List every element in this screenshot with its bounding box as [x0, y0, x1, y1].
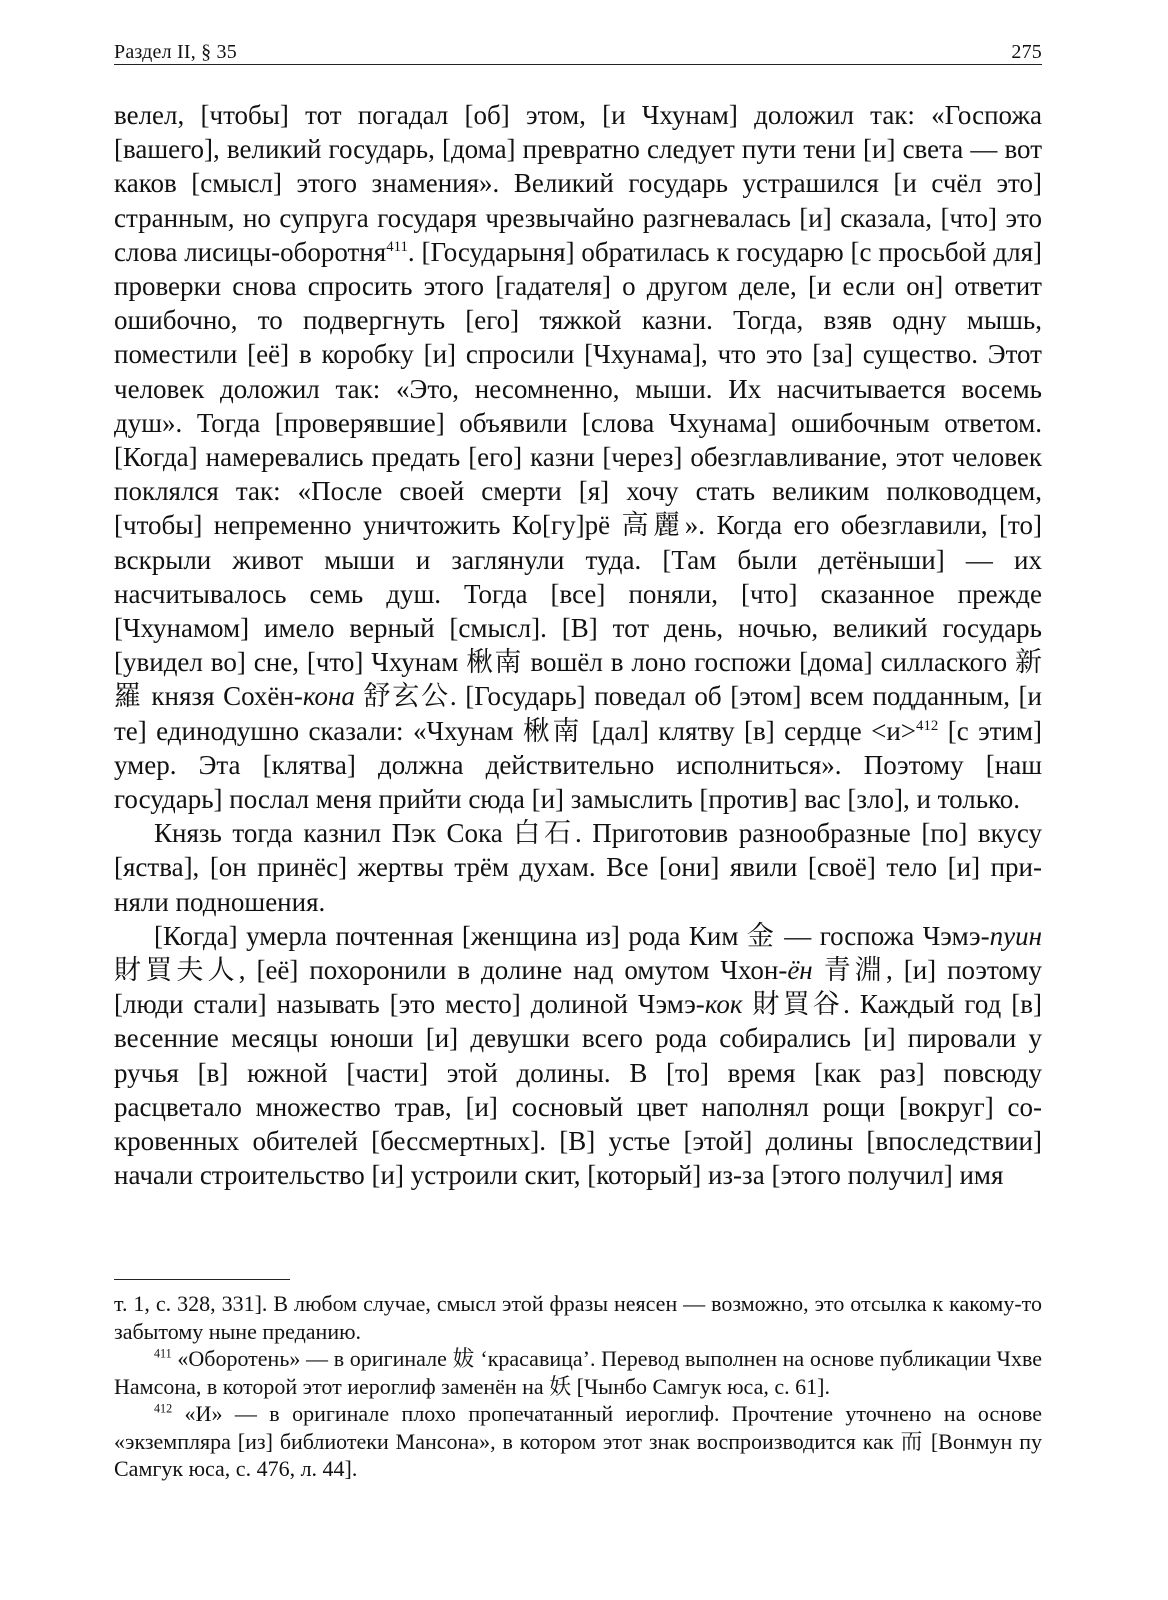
italic-text: кона — [302, 681, 355, 712]
main-text — [114, 98, 1042, 1193]
text-run: т. 1, с. 328, 331]. В любом случае, смысл этой фразы неясен — возможно, это отсылка к какому-то забытому ныне преданию. — [114, 1291, 1042, 1344]
footnotes — [114, 1290, 1042, 1483]
page-number: 275 — [1011, 41, 1042, 63]
text-run: 財買谷. Каждый год [в] весенние месяцы юноши [и] девушки всего рода собирались [и] пировали у ручья [в] южной [части] этой долины. В [то] время [как раз] повсюду расцветало множество трав, [и] сосновый цвет наполнял рощи [вокруг] сокровенных обителей [бессмертных]. [В] устье [этой] долины [впоследствии] начали строительство [и] устроили скит, [который] из-за [этого получил] имя — [114, 989, 1042, 1191]
text-run: 青淵, [и] поэтому [люди стали] называть [это место] долиной Чэмэ- — [114, 955, 1042, 1020]
section-heading: Раздел II, § 35 — [114, 41, 237, 63]
header-rule — [114, 64, 1042, 65]
text-run: велел, [чтобы] тот погадал [об] этом, [и Чхунам] доложил так: «Госпожа [вашего], великий государь, [дома] превратно следует пути тени [и] света — вот каков [смысл] этого знамения». Великий государь устрашился [и счёл это] странным, но супруга государя чрезвычайно разгневалась [и] сказала, [что] это слова лисицы-оборотня — [114, 100, 1042, 267]
text-run: . [Государыня] обратилась к государю [с просьбой для] проверки снова спросить этого [гадателя] о другом деле, [и если он] ответит ошибочно, то подвергнуть [его] тяжкой казни. Тогда, взяв одну мышь, поместили [её] в коробку [и] спросили [Чхунама], что это [за] существо. Этот человек доложил так: «Это, несомненно, мыши. Их насчитывается восемь душ». Тогда [проверявшие] объявили [слова Чхунама] ошибочным ответом. [Когда] намеревались предать [его] казни [через] обезглавливание, этот человек поклялся так: «После своей смерти [я] хочу стать великим полководцем, [чтобы] непременно уничтожить Ко[гу]рё 高麗». Когда его обезглавили, [то] вскрыли живот мыши и заглянули туда. [Там были детёныши] — их насчитывалось семь душ. Тогда [все] поняли, [что] сказанное прежде [Чхунамом] имело верный [смысл]. [В] тот день, ночью, великий государь [увидел во] сне, [что] Чхунам 楸南 вошёл в лоно госпожи [дома] силлаского 新羅 князя Сохён- — [114, 236, 1042, 712]
italic-text: кок — [704, 989, 743, 1020]
text-run: [с этим] умер. Эта [клятва] должна действительно исполниться». Поэтому [наш государь] послал меня прийти сюда [и] замыслить [против] вас [зло], и только. — [114, 715, 1042, 815]
footnote-rule — [114, 1279, 290, 1280]
paragraph — [114, 98, 1042, 816]
text-run: 財買夫人, [её] похоронили в долине над омутом Чхон- — [114, 955, 788, 986]
text-run: «Оборотень» — в оригинале 妭 ‘красавица’. Перевод выполнен на основе публикации Чхве Намсона, в которой этот иероглиф заменён на 妖 [Чынбо Самгук юса, с. 61]. — [114, 1346, 1042, 1399]
paragraph — [114, 816, 1042, 919]
text-run: Князь тогда казнил Пэк Сока 白石. Приготовив разнообразные [по] вкусу [яства], [он принёс] жертвы трём духам. Все [они] явили [своё] тело [и] приняли подношения. — [114, 818, 1042, 917]
paragraph — [114, 919, 1042, 1193]
footnote-continuation — [114, 1290, 1042, 1345]
running-header — [114, 34, 1042, 64]
footnote-marker: 412 — [154, 1401, 173, 1416]
footnote-marker: 412 — [916, 717, 939, 734]
text-run: «И» — в оригинале плохо пропечатанный иероглиф. Прочтение уточнено на основе «экземпляра [из] библиотеки Мансона», в котором этот знак воспроизводится как 而 [Вонмун пу Самгук юса, с. 476, л. 44]. — [114, 1401, 1042, 1481]
footnote-marker: 411 — [386, 238, 408, 255]
italic-text: пуин — [989, 920, 1042, 951]
text-run: [Когда] умерла почтенная [женщина из] рода Ким 金 — госпожа Чэмэ- — [154, 920, 990, 951]
italic-text: ён — [787, 955, 813, 986]
footnote-marker: 411 — [154, 1346, 172, 1361]
text-run: 舒玄公. [Государь] поведал об [этом] всем подданным, [и те] единодушно сказали: «Чхунам 楸南 [дал] клятву [в] сердце <и> — [114, 681, 1042, 746]
footnote-412 — [114, 1400, 1042, 1483]
footnote-411 — [114, 1345, 1042, 1400]
